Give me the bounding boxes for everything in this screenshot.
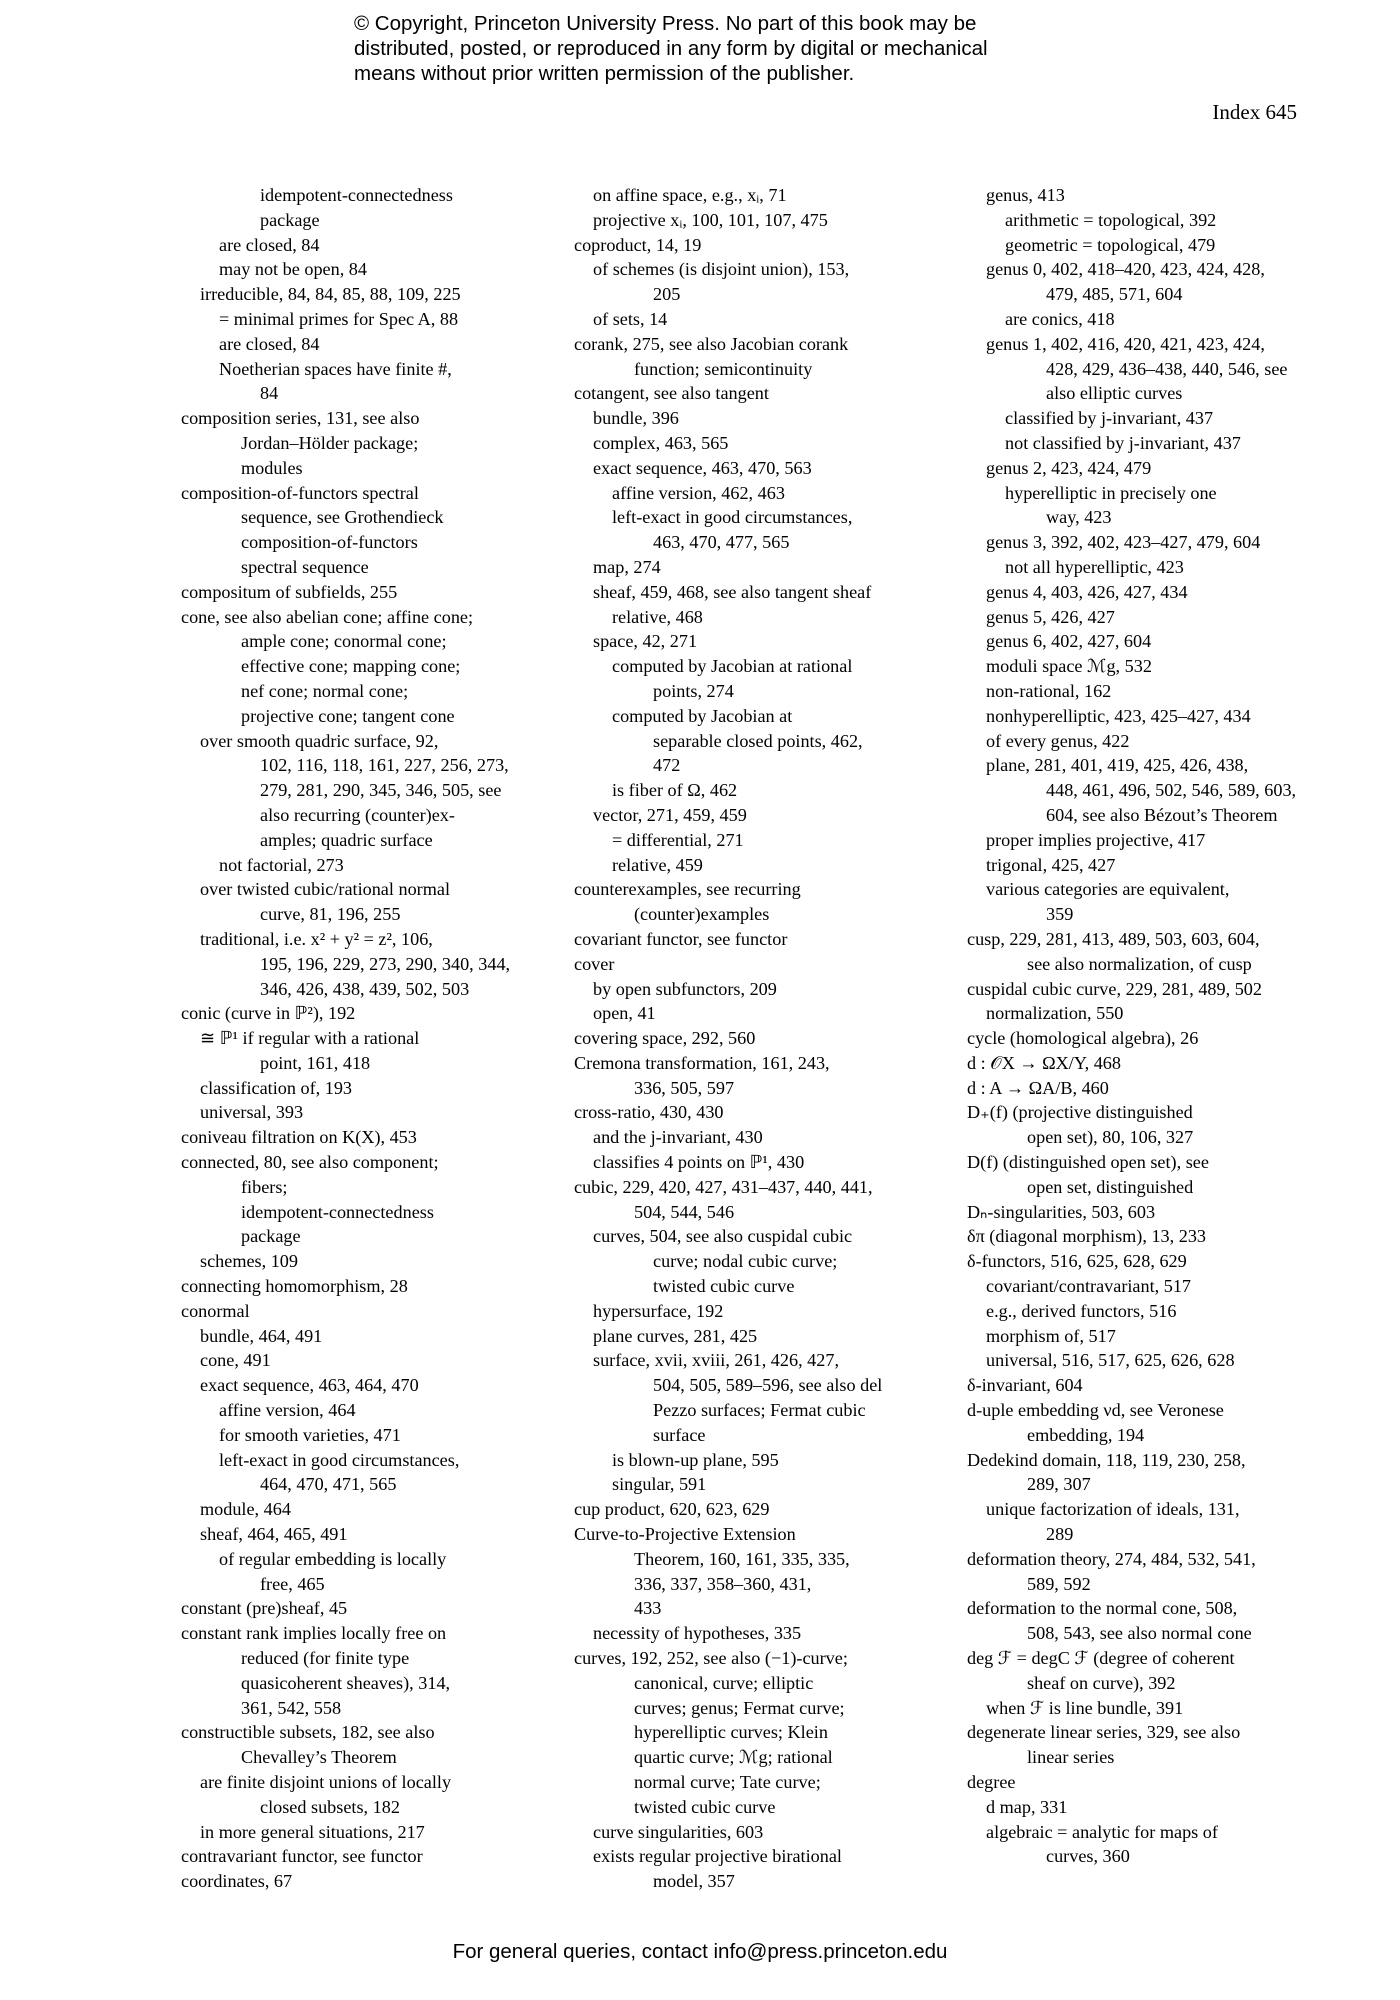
index-entry: not factorial, 273 [219,854,344,875]
index-entry: on affine space, e.g., xᵢ, 71 [593,185,787,205]
index-entry: curves; genus; Fermat curve; [634,1697,845,1718]
index-entry: irreducible, 84, 84, 85, 88, 109, 225 [200,284,461,305]
index-entry: are conics, 418 [1005,308,1115,329]
index-entry: plane curves, 281, 425 [593,1325,758,1346]
index-entry: 279, 281, 290, 345, 346, 505, see [260,780,502,801]
index-entry: 102, 116, 118, 161, 227, 256, 273, [260,755,509,776]
index-entry: 508, 543, see also normal cone [1027,1623,1252,1644]
index-entry: (counter)examples [634,904,770,925]
index-entry: spectral sequence [241,556,369,577]
index-entry: also elliptic curves [1046,383,1183,404]
index-entry: over twisted cubic/rational normal [200,879,450,900]
index-entry: classifies 4 points on ℙ¹, 430 [593,1152,805,1173]
index-entry: separable closed points, 462, [653,730,863,751]
index-entry: d-uple embedding νd, see Veronese [967,1400,1224,1421]
index-entry: 346, 426, 438, 439, 502, 503 [260,978,470,999]
index-entry: left-exact in good circumstances, [612,507,853,528]
index-entry: 195, 196, 229, 273, 290, 340, 344, [260,953,511,974]
index-entry: covariant/contravariant, 517 [986,1276,1192,1297]
index-entry: 479, 485, 571, 604 [1046,284,1183,305]
index-entry: coniveau filtration on K(X), 453 [181,1127,417,1148]
index-entry: in more general situations, 217 [200,1821,425,1842]
index-entry: way, 423 [1046,507,1112,528]
footer-contact: For general queries, contact info@press.princeton.edu [452,1940,948,1963]
index-entry: e.g., derived functors, 516 [986,1300,1177,1321]
copyright-notice [354,11,1114,86]
index-entry: cone, 491 [200,1350,271,1371]
index-entry: cross-ratio, 430, 430 [574,1102,724,1123]
index-entry: embedding, 194 [1027,1424,1145,1445]
index-entry: hypersurface, 192 [593,1300,724,1321]
index-entry: 463, 470, 477, 565 [653,532,790,553]
index-entry: genus 0, 402, 418–420, 423, 424, 428, [986,259,1265,280]
copyright-line: means without prior written permission of the publisher. [354,62,855,85]
index-entry: 464, 470, 471, 565 [260,1474,397,1495]
index-entry: curve singularities, 603 [593,1821,764,1842]
index-entry: map, 274 [593,556,661,577]
index-entry: Dedekind domain, 118, 119, 230, 258, [967,1449,1246,1470]
index-entry: points, 274 [653,680,734,701]
index-entry: d : 𝒪X → ΩX/Y, 468 [967,1052,1121,1073]
index-entry: affine version, 462, 463 [612,482,785,503]
index-entry: may not be open, 84 [219,259,367,280]
index-entry: computed by Jacobian at rational [612,656,853,677]
index-entry: curve; nodal cubic curve; [653,1251,838,1272]
index-entry: 604, see also Bézout’s Theorem [1046,804,1278,825]
index-entry: also recurring (counter)ex- [260,804,455,825]
index-entry: Dₙ-singularities, 503, 603 [967,1201,1156,1222]
index-entry: Cremona transformation, 161, 243, [574,1052,830,1073]
index-entry: amples; quadric surface [260,829,433,850]
index-entry: normalization, 550 [986,1003,1124,1024]
index-entry: δ-functors, 516, 625, 628, 629 [967,1251,1187,1272]
index-entry: open set, distinguished [1027,1176,1194,1197]
index-entry: 205 [653,284,681,305]
index-entry: 589, 592 [1027,1573,1091,1594]
running-head: Index 645 [1212,100,1297,124]
index-entry: constant (pre)sheaf, 45 [181,1598,348,1619]
index-entry: 504, 505, 589–596, see also del [653,1375,883,1396]
index-entry: genus 3, 392, 402, 423–427, 479, 604 [986,532,1261,553]
index-entry: curve, 81, 196, 255 [260,904,401,925]
index-entry: surface [653,1424,706,1445]
index-entry: conormal [181,1300,250,1321]
index-entry: bundle, 396 [593,408,679,429]
index-column-middle [574,183,914,1894]
index-entry: over smooth quadric surface, 92, [200,730,439,751]
index-entry: space, 42, 271 [593,631,698,652]
index-entry: sheaf on curve), 392 [1027,1672,1176,1693]
index-entry: effective cone; mapping cone; [241,656,461,677]
index-entry: sheaf, 459, 468, see also tangent sheaf [593,581,872,602]
index-entry: composition series, 131, see also [181,408,420,429]
index-entry: canonical, curve; elliptic [634,1672,814,1693]
index-entry: 433 [634,1598,662,1619]
index-entry: module, 464 [200,1499,291,1520]
index-entry: of sets, 14 [593,308,668,329]
index-entry: composition-of-functors [241,532,418,553]
index-entry: = differential, 271 [612,829,744,850]
index-entry: for smooth varieties, 471 [219,1424,401,1445]
index-entry: left-exact in good circumstances, [219,1449,460,1470]
index-entry: quartic curve; ℳg; rational [634,1747,833,1768]
index-entry: see also normalization, of cusp [1027,953,1252,974]
index-entry: point, 161, 418 [260,1052,371,1073]
index-entry: package [260,209,320,230]
index-entry: function; semicontinuity [634,358,813,379]
index-entry: corank, 275, see also Jacobian corank [574,333,849,354]
index-entry: conic (curve in ℙ²), 192 [181,1003,356,1024]
index-entry: idempotent-connectedness [260,185,453,205]
index-entry: genus 5, 426, 427 [986,606,1115,627]
index-entry: genus 1, 402, 416, 420, 421, 423, 424, [986,333,1265,354]
index-entry: relative, 468 [612,606,703,627]
index-entry: cone, see also abelian cone; affine cone; [181,606,474,627]
index-entry: 359 [1046,904,1074,925]
index-entry: relative, 459 [612,854,703,875]
index-entry: curves, 192, 252, see also (−1)-curve; [574,1648,848,1669]
index-entry: ≅ ℙ¹ if regular with a rational [200,1028,420,1049]
index-entry: exact sequence, 463, 464, 470 [200,1375,419,1396]
index-entry: algebraic = analytic for maps of [986,1821,1218,1842]
index-entry: curves, 504, see also cuspidal cubic [593,1226,853,1247]
index-column-right [967,183,1317,1869]
index-entry: classification of, 193 [200,1077,353,1098]
index-entry: cover [574,953,615,974]
index-entry: constant rank implies locally free on [181,1623,447,1644]
index-entry: exact sequence, 463, 470, 563 [593,457,812,478]
index-entry: 289 [1046,1524,1074,1545]
index-entry: deformation to the normal cone, 508, [967,1598,1238,1619]
index-entry: 336, 337, 358–360, 431, [634,1573,812,1594]
index-entry: are closed, 84 [219,333,320,354]
index-entry: unique factorization of ideals, 131, [986,1499,1240,1520]
index-entry: cubic, 229, 420, 427, 431–437, 440, 441, [574,1176,873,1197]
index-entry: genus 6, 402, 427, 604 [986,631,1152,652]
index-entry: not classified by j-invariant, 437 [1005,432,1241,453]
index-entry: composition-of-functors spectral [181,482,419,503]
index-entry: twisted cubic curve [634,1796,776,1817]
index-entry: Noetherian spaces have finite #, [219,358,452,379]
index-entry: moduli space ℳg, 532 [986,656,1152,677]
index-entry: degree [967,1772,1016,1792]
index-entry: cycle (homological algebra), 26 [967,1028,1199,1049]
index-entry: of schemes (is disjoint union), 153, [593,259,850,280]
index-entry: = minimal primes for Spec A, 88 [219,308,459,329]
index-entry: closed subsets, 182 [260,1796,400,1817]
index-entry: exists regular projective birational [593,1846,842,1867]
index-entry: complex, 463, 565 [593,432,729,453]
index-entry: compositum of subfields, 255 [181,581,398,602]
index-entry: normal curve; Tate curve; [634,1772,821,1792]
index-entry: affine version, 464 [219,1400,356,1421]
index-entry: 472 [653,755,681,776]
index-entry: idempotent-connectedness [241,1201,434,1222]
index-entry: proper implies projective, 417 [986,829,1206,850]
index-entry: arithmetic = topological, 392 [1005,209,1217,230]
index-entry: 428, 429, 436–438, 440, 546, see [1046,358,1288,379]
index-entry: connecting homomorphism, 28 [181,1276,408,1297]
index-entry: deg ℱ = degC ℱ (degree of coherent [967,1648,1235,1669]
index-entry: coordinates, 67 [181,1871,293,1892]
index-entry: sequence, see Grothendieck [241,507,444,528]
index-entry: trigonal, 425, 427 [986,854,1116,875]
index-entry: genus 2, 423, 424, 479 [986,457,1152,478]
index-entry: deformation theory, 274, 484, 532, 541, [967,1548,1256,1569]
index-entry: cup product, 620, 623, 629 [574,1499,770,1520]
copyright-line: © Copyright, Princeton University Press. No part of this book may be [354,12,977,35]
index-column-left [181,183,531,1894]
index-entry: universal, 516, 517, 625, 626, 628 [986,1350,1235,1371]
index-entry: quasicoherent sheaves), 314, [241,1672,451,1693]
index-entry: when ℱ is line bundle, 391 [986,1697,1184,1718]
index-entry: is fiber of Ω, 462 [612,780,738,801]
index-entry: 448, 461, 496, 502, 546, 589, 603, [1046,780,1297,801]
index-entry: free, 465 [260,1573,325,1594]
index-entry: morphism of, 517 [986,1325,1116,1346]
index-entry: plane, 281, 401, 419, 425, 426, 438, [986,755,1249,776]
index-entry: counterexamples, see recurring [574,879,801,900]
index-entry: cotangent, see also tangent [574,383,769,404]
index-entry: genus 4, 403, 426, 427, 434 [986,581,1188,602]
index-entry: is blown-up plane, 595 [612,1449,779,1470]
index-entry: open, 41 [593,1003,656,1024]
index-entry: d map, 331 [986,1796,1068,1817]
index-entry: degenerate linear series, 329, see also [967,1722,1241,1743]
index-entry: nef cone; normal cone; [241,680,409,701]
index-entry: 336, 505, 597 [634,1077,735,1098]
index-entry: are closed, 84 [219,234,320,255]
index-entry: δπ (diagonal morphism), 13, 233 [967,1226,1207,1247]
index-entry: various categories are equivalent, [986,879,1230,900]
index-entry: geometric = topological, 479 [1005,234,1216,255]
index-entry: Curve-to-Projective Extension [574,1524,796,1545]
index-entry: surface, xvii, xviii, 261, 426, 427, [593,1350,840,1371]
index-entry: ample cone; conormal cone; [241,631,447,652]
index-entry: D(f) (distinguished open set), see [967,1152,1209,1173]
index-entry: are finite disjoint unions of locally [200,1772,452,1792]
index-entry: computed by Jacobian at [612,705,793,726]
index-entry: cusp, 229, 281, 413, 489, 503, 603, 604, [967,928,1260,949]
index-entry: linear series [1027,1747,1115,1768]
index-entry: projective xᵢ, 100, 101, 107, 475 [593,209,828,230]
index-entry: open set), 80, 106, 327 [1027,1127,1194,1148]
index-entry: curves, 360 [1046,1846,1130,1867]
index-entry: contravariant functor, see functor [181,1846,423,1867]
index-entry: nonhyperelliptic, 423, 425–427, 434 [986,705,1251,726]
index-entry: genus, 413 [986,185,1065,205]
index-entry: and the j-invariant, 430 [593,1127,763,1148]
index-entry: of every genus, 422 [986,730,1130,751]
index-entry: δ-invariant, 604 [967,1375,1083,1396]
index-entry: vector, 271, 459, 459 [593,804,747,825]
index-entry: traditional, i.e. x² + y² = z², 106, [200,928,433,949]
index-entry: D₊(f) (projective distinguished [967,1102,1193,1123]
index-entry: sheaf, 464, 465, 491 [200,1524,348,1545]
index-entry: 289, 307 [1027,1474,1091,1495]
index-entry: Jordan–Hölder package; [241,432,419,453]
index-entry: 361, 542, 558 [241,1697,342,1718]
index-entry: fibers; [241,1176,288,1197]
index-entry: classified by j-invariant, 437 [1005,408,1214,429]
index-entry: coproduct, 14, 19 [574,234,702,255]
index-entry: reduced (for finite type [241,1648,410,1669]
index-entry: package [241,1226,301,1247]
index-entry: cuspidal cubic curve, 229, 281, 489, 502 [967,978,1262,999]
index-entry: hyperelliptic curves; Klein [634,1722,828,1743]
index-entry: 84 [260,383,279,404]
index-entry: covariant functor, see functor [574,928,788,949]
copyright-line: distributed, posted, or reproduced in any form by digital or mechanical [354,37,988,60]
index-entry: constructible subsets, 182, see also [181,1722,435,1743]
index-entry: Theorem, 160, 161, 335, 335, [634,1548,850,1569]
index-entry: schemes, 109 [200,1251,298,1272]
index-entry: hyperelliptic in precisely one [1005,482,1217,503]
index-entry: modules [241,457,303,478]
index-entry: twisted cubic curve [653,1276,795,1297]
index-entry: d : A → ΩA/B, 460 [967,1077,1109,1098]
index-entry: non-rational, 162 [986,680,1112,701]
index-entry: 504, 544, 546 [634,1201,735,1222]
index-entry: covering space, 292, 560 [574,1028,756,1049]
index-entry: bundle, 464, 491 [200,1325,323,1346]
index-entry: Pezzo surfaces; Fermat cubic [653,1400,866,1421]
index-entry: universal, 393 [200,1102,304,1123]
index-entry: projective cone; tangent cone [241,705,455,726]
index-entry: connected, 80, see also component; [181,1152,439,1173]
index-entry: not all hyperelliptic, 423 [1005,556,1184,577]
index-entry: of regular embedding is locally [219,1548,447,1569]
index-entry: Chevalley’s Theorem [241,1747,397,1768]
index-entry: by open subfunctors, 209 [593,978,777,999]
index-entry: model, 357 [653,1871,735,1892]
index-entry: singular, 591 [612,1474,707,1495]
index-entry: necessity of hypotheses, 335 [593,1623,802,1644]
